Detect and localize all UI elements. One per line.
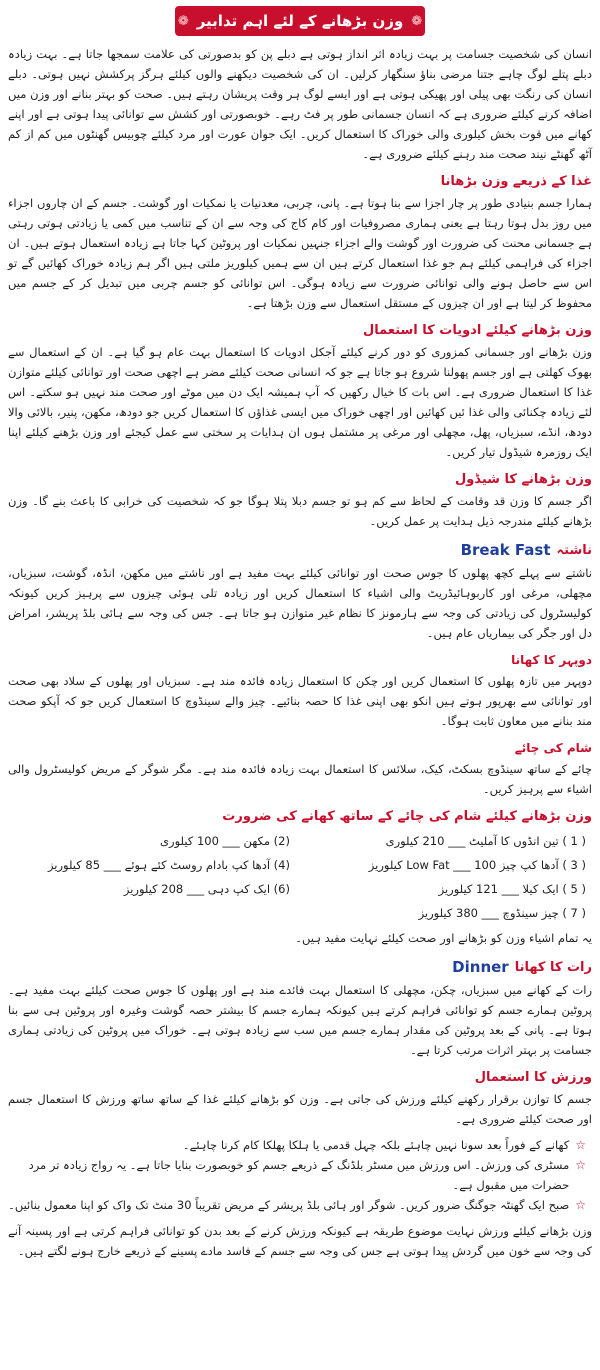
- star-icon: ☆: [575, 1138, 586, 1152]
- ornament-icon: ❁: [177, 13, 189, 29]
- section-heading-tea-foods: وزن بڑھانے کیلئے شام کی چائے کے ساتھ کھانے کی ضرورت: [222, 809, 592, 824]
- section-heading-exercise: ورزش کا استعمال: [474, 1070, 592, 1085]
- title-banner: [175, 6, 425, 36]
- diet-paragraph: ہمارا جسم بنیادی طور پر چار اجزا سے بنا ہوتا ہے۔ پانی، چربی، معدنیات یا نمکیات اور گوشت۔ جسم کے ان چاروں اجزاء میں روز بدل ہوتا رہتا ہے یعنی ہماری مصروفیات اور کام کاج کی وجہ سے ان کے تناسب میں کمی یا زیادتی ہوتی رہتی ہے جسمانی محنت کی ضرورت اور گوشت والے اجزاء جنہیں نمکیات اور پروٹین کہا جاتا ہے زیادہ استعمال ہوتے ہیں۔ ان اجزاء کی فراہمی کیلئے ہم جو غذا استعمال کرتے ہیں ان سے ہمیں کیلوریز ملتی ہیں اگر ہم زیادہ خوراک کھائیں گے تو اس سے حاصل ہونے والی توانائی ضرورت سے زیادہ ہوگی۔ اس توانائی کو جسم چربی میں تبدیل کر کے جسم میں محفوظ کر لیتا ہے اور ان چیزوں کے مستقل استعمال سے وزن بڑھتا ہے۔: [8, 196, 592, 310]
- list-item: (4) آدھا کپ بادام روسٹ کئے ہوئے ___ 85 کیلوریز: [47, 858, 290, 872]
- star-icon: ☆: [575, 1158, 586, 1172]
- lunch-paragraph: دوپہر میں تازہ پھلوں کا استعمال کریں اور چکن کا استعمال زیادہ فائدہ مند ہے۔ سبزیاں اور پھلوں کے سلاد بھی صحت اور توانائی سے بھرپور ہوتے ہیں انکو بھی اپنی غذا کا حصہ بنائیے۔ چیز والے سینڈوچ کا استعمال کریں جو کہ آپکو صحت مند بنانے میں معاون ثابت ہوگا۔: [8, 674, 592, 728]
- list-item: ( 3 ) آدھا کپ چیز Low Fat ___ 100 کیلوریز: [368, 858, 586, 872]
- section-heading-breakfast: ناشتہ Break Fast: [460, 541, 592, 559]
- exercise-paragraph: جسم کا توازن برقرار رکھنے کیلئے ورزش کی جاتی ہے۔ وزن کو بڑھانے کیلئے غذا کے ساتھ ساتھ ورزش کا استعمال جسم اور صحت کیلئے ضروری ہے۔: [8, 1092, 592, 1126]
- calorie-list: [8, 828, 592, 928]
- section-heading-lunch: دوپہر کا کھانا: [511, 653, 592, 667]
- dinner-paragraph: رات کے کھانے میں سبزیاں، چکن، مچھلی کا استعمال بہت فائدے مند ہے اور پھلوں کا جوس صحت کیلئے بہت مفید ہے۔ پروٹین ہمارے جسم کو توانائی فراہم کرتے ہیں کیونکہ ہمارے جسم کا بیشتر حصہ گوشت وغیرہ اور پروٹین ہی سے بنا ہوتا ہے۔ پانی کے بعد پروٹین کی مقدار ہمارے جسم میں سب سے زیادہ ہوتی ہے۔ خوراک میں پروٹین کی زیادتی ہماری جسامت پر بہتر اثرات مرتب کرتا ہے۔: [8, 983, 592, 1057]
- section-heading-dinner: رات کا کھانا Dinner: [452, 958, 592, 976]
- medicine-paragraph: وزن بڑھانے اور جسمانی کمزوری کو دور کرنے کیلئے آجکل ادویات کا استعمال بہت عام ہو گیا ہے۔ ان کے استعمال سے بھوک کھلتی ہے اور جسم پھولنا شروع ہو جاتا ہے جو کہ انسانی صحت کیلئے مضر ہے اچھی صحت اور توانائی کیلئے متوازن غذا کا استعمال ضروری ہے۔ اس بات کا خیال رکھیں کہ آپ ہمیشہ ایک دن میں موٹے اور صحت مند نہیں ہو سکتے۔ اس لئے زیادہ چکنائی والی غذا ئیں کھائیں اور اچھی خوراک میں ایسی غذاؤں کا استعمال کریں جو دودھ، مکھن، پنیر، بالائی والا دودھ، انڈے، سبزیاں، پھل، مچھلی اور مرغی پر مشتمل ہوں ان ہدایات پر سختی سے عمل کیجئے اور وزن بڑھنے کیلئے اپنا ایک روزمرہ شیڈول تیار کریں۔: [8, 345, 592, 459]
- breakfast-paragraph: ناشتے سے پہلے کچھ پھلوں کا جوس صحت اور توانائی کیلئے بہت مفید ہے اور ناشتے میں مکھن، انڈہ، گوشت، سبزیاں، مچھلی، مرغی اور کاربوہائیڈریٹ والی اشیاء کا استعمال کریں اور زیادہ تلی ہوئی چیزوں سے پرہیز کریں کیونکہ کولیسٹرول کی زیادتی کی وجہ سے ہارمونز کا نظام غیر متوازن ہو جاتا ہے۔ جس کی وجہ سے ہائی بلڈ پریشر، امراض دل اور جگر کی بیماریاں عام ہیں۔: [8, 566, 592, 640]
- tea-foods-note: یہ تمام اشیاء وزن کو بڑھانے اور صحت کیلئے نہایت مفید ہیں۔: [295, 931, 592, 945]
- list-item: ☆ مسٹری کی ورزش۔ اس ورزش میں مسٹر بلڈنگ کے ذریعے جسم کو خوبصورت بنایا جاتا ہے۔ یہ رواج زیادہ تر مرد حضرات میں مقبول ہے۔: [8, 1155, 586, 1195]
- section-heading-schedule: وزن بڑھانے کا شیڈول: [454, 472, 592, 487]
- section-heading-tea: شام کی چائے: [514, 741, 592, 755]
- intro-paragraph: انسان کی شخصیت جسامت پر بہت زیادہ اثر انداز ہوتی ہے دبلے پن کو بدصورتی کی علامت سمجھا جاتا ہے۔ بہت زیادہ دبلے پتلے لوگ چاہے جتنا مرضی بناؤ سنگھار کرلیں۔ ان کی شخصیت دیکھنے والوں کیلئے ہرگز پرکشش نہیں ہوتی۔ دبلے انسان کی رنگت بھی پیلی اور پھیکی ہوتی ہے اور ایسے لوگ ہر وقت پریشان رہتے ہیں۔ صحت کو بہتر بنانے اور وزن میں اضافہ کرنے کیلئے ضروری ہے کہ انسان جسمانی طور پر فٹ رہے۔ خوبصورتی اور کشش سے توانائی پیدا ہوتی ہے اور اپنے کھانے میں قوت بخش کیلوری والی خوراک کا استعمال کریں۔ ایک جوان عورت اور مرد کیلئے چوبیس گھنٹوں میں کم از کم آٹھ گھنٹے نیند صحت مند رہنے کیلئے ضروری ہے۔: [8, 47, 592, 161]
- list-item: ( 5 ) ایک کیلا ___ 121 کیلوریز: [438, 882, 586, 896]
- section-heading-medicine: وزن بڑھانے کیلئے ادویات کا استعمال: [363, 323, 592, 338]
- tea-paragraph: چائے کے ساتھ سینڈوچ بسکٹ، کیک، سلائس کا استعمال بہت زیادہ فائدہ مند ہے۔ مگر شوگر کے مریض کولیسٹرول والی اشیاء سے پرہیز کریں۔: [8, 762, 592, 796]
- list-item: ( 7 ) چیز سینڈوچ ___ 380 کیلوریز: [418, 906, 586, 920]
- exercise-closing-paragraph: وزن بڑھانے کیلئے ورزش نہایت موضوع طریقہ ہے کیونکہ ورزش کرنے کے بعد بدن کو توانائی فراہم کرتی ہے اور پسینہ آنے کی وجہ سے خون میں گردش پیدا ہوتی ہے جس کی وجہ سے جسم کے فاسد مادے پسینے کے ذریعے خارج ہونے لگتے ہیں۔: [8, 1224, 592, 1258]
- page-title: وزن بڑھانے کے لئے اہم تدابیر: [196, 12, 404, 30]
- list-item: ( 1 ) تین انڈوں کا آملیٹ ___ 210 کیلوری: [385, 834, 586, 848]
- list-item: ☆ کھانے کے فوراً بعد سونا نہیں چاہئے بلکہ چہل قدمی یا ہلکا پھلکا کام کرنا چاہئے۔: [8, 1135, 586, 1155]
- schedule-paragraph: اگر جسم کا وزن قد وقامت کے لحاظ سے کم ہو تو جسم دبلا پتلا ہوگا جو کہ شخصیت کی خرابی کا باعث بنے گا۔ وزن بڑھانے کیلئے مندرجہ ذیل ہدایت پر عمل کریں۔: [8, 494, 592, 528]
- ornament-icon: ❁: [411, 13, 423, 29]
- list-item: ☆ صبح ایک گھنٹہ جوگنگ ضرور کریں۔ شوگر اور ہائی بلڈ پریشر کے مریض تقریباً 30 منٹ تک واک کو اپنا معمول بنائیں۔: [8, 1195, 586, 1215]
- list-item: (6) ایک کپ دہی ___ 208 کیلوریز: [123, 882, 290, 896]
- section-heading-diet: غذا کے ذریعے وزن بڑھانا: [440, 174, 592, 189]
- exercise-tips: [8, 1135, 592, 1215]
- star-icon: ☆: [575, 1198, 586, 1212]
- list-item: (2) مکھن ___ 100 کیلوری: [160, 834, 290, 848]
